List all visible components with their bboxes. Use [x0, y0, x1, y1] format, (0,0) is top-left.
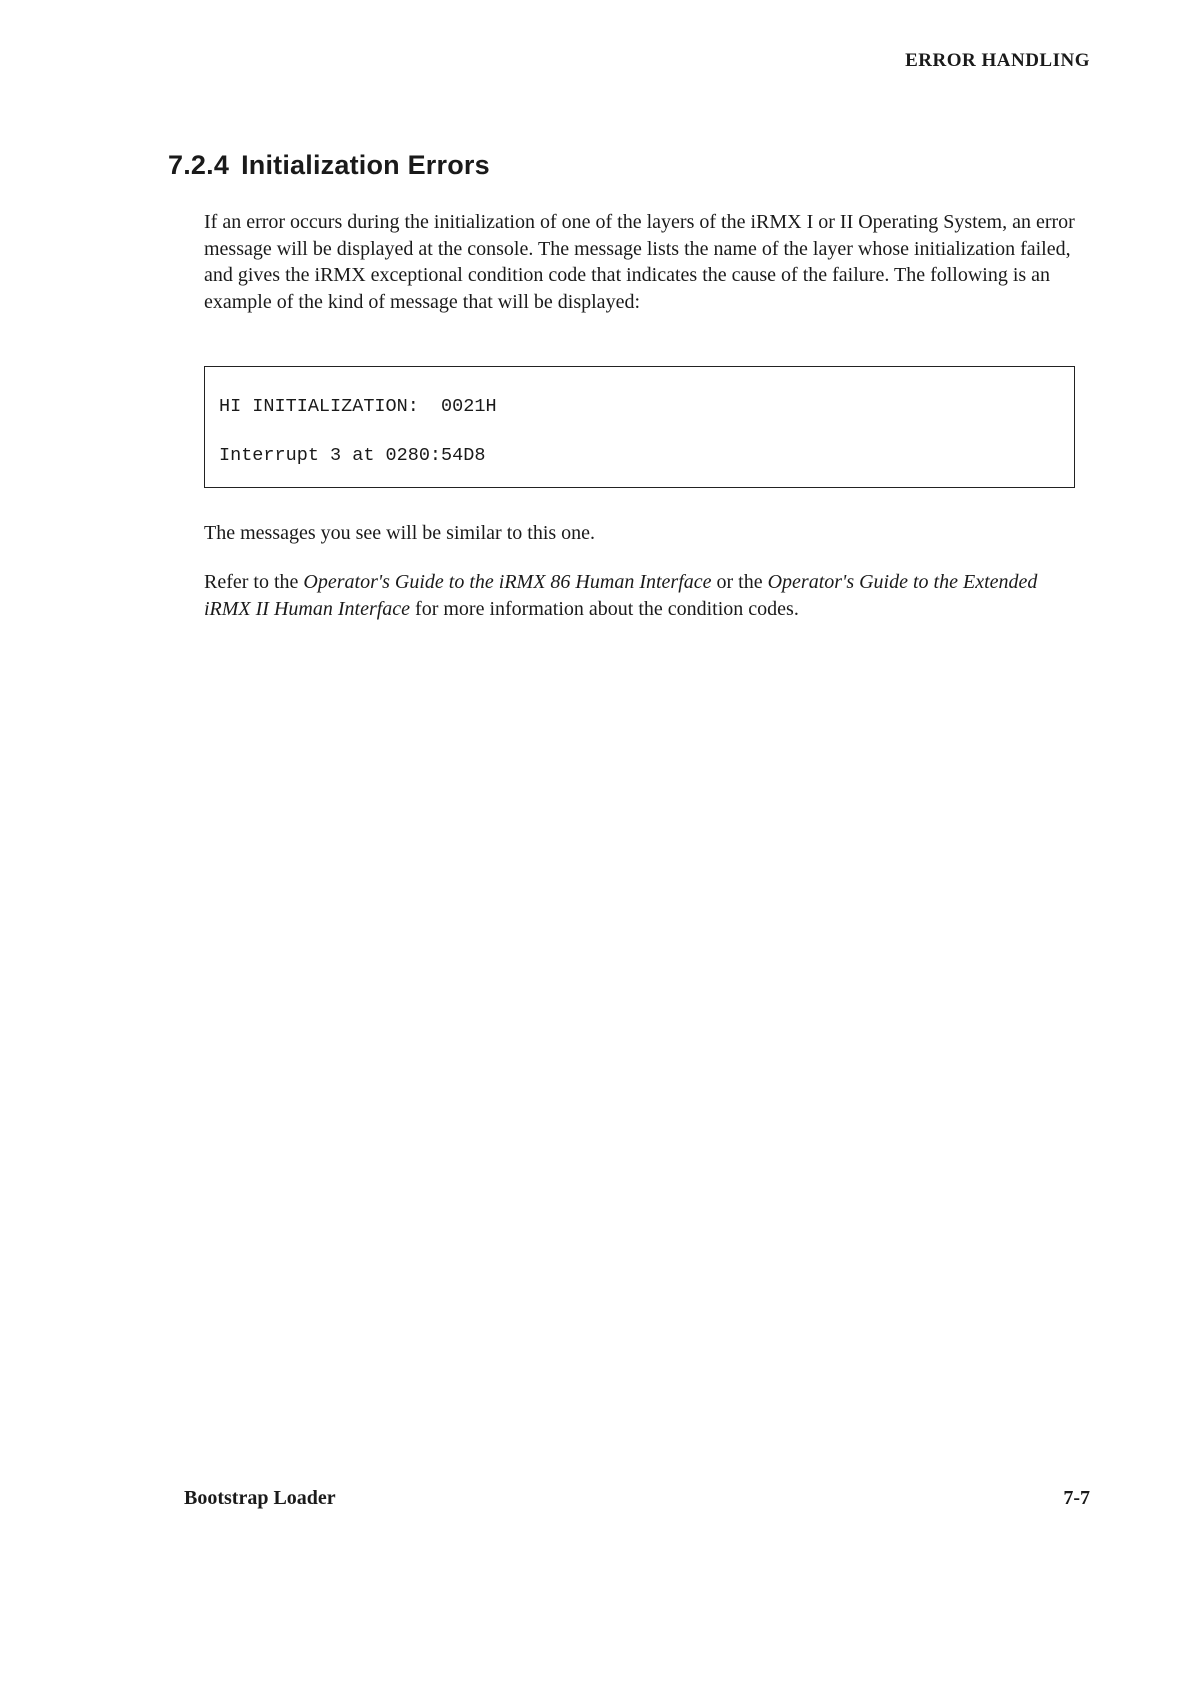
- refer-middle: or the: [711, 571, 768, 593]
- example-message-line: Interrupt 3 at 0280:54D8: [219, 445, 486, 466]
- guide-title-irmx86: Operator's Guide to the iRMX 86 Human Interface: [303, 571, 712, 593]
- intro-paragraph: If an error occurs during the initialization of one of the layers of the iRMX I or II Operating System, an error message will be displayed at the console. The message lists the name of the layer whose initialization failed, and gives the iRMX exceptional condition code that indicates the cause of the failure. The following is an example of the kind of message that will be displayed:: [204, 211, 1075, 313]
- similar-paragraph: The messages you see will be similar to this one.: [204, 522, 596, 544]
- refer-lead: Refer to the: [204, 571, 304, 593]
- example-message-box: [204, 366, 1075, 488]
- guide-title-irmx2: Operator's Guide to the Extended iRMX II Human Interface: [204, 571, 1038, 620]
- footer-chapter: Bootstrap Loader: [184, 1487, 336, 1509]
- refer-tail: for more information about the condition codes.: [410, 597, 799, 620]
- running-header: ERROR HANDLING: [905, 50, 1090, 71]
- section-heading: [168, 150, 490, 181]
- refer-paragraph: [204, 569, 1084, 622]
- section-number: 7.2.4: [168, 150, 230, 180]
- example-message-line: HI INITIALIZATION: 0021H: [219, 396, 497, 417]
- section-title: Initialization Errors: [241, 150, 490, 180]
- footer-page-number: 7-7: [1063, 1487, 1090, 1509]
